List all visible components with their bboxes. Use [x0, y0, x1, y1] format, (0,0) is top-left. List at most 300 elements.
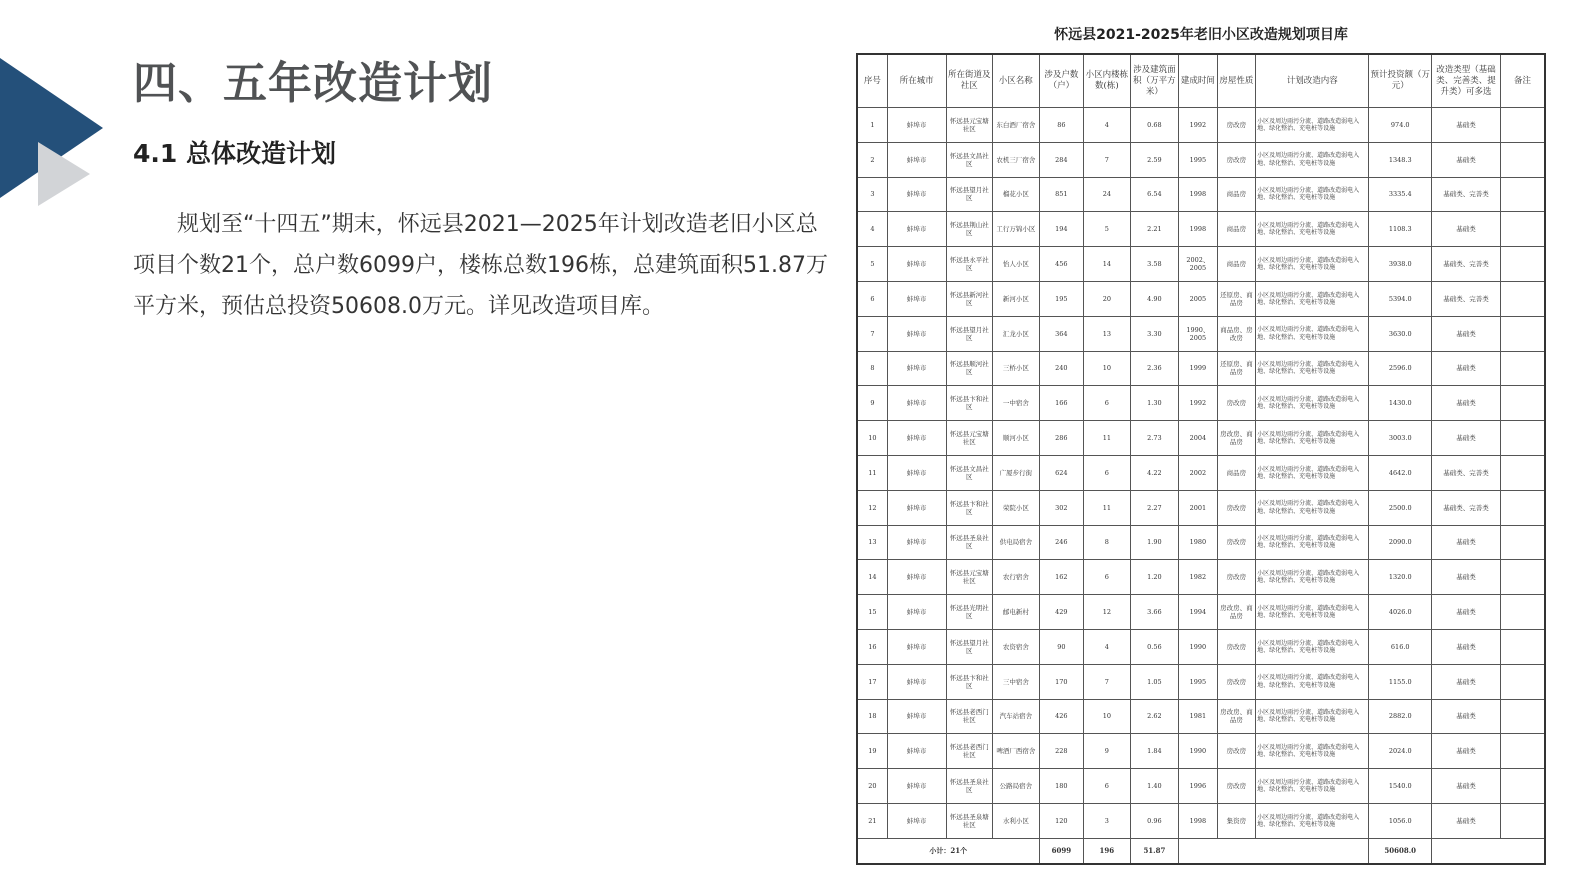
table-cell: 蚌埠市 [887, 664, 946, 699]
table-cell: 1994 [1179, 595, 1217, 630]
table-cell: 怀远县元宝塘社区 [946, 421, 993, 456]
table-cell: 怀远县圣泉塘社区 [946, 803, 993, 838]
table-cell: 基础类 [1432, 595, 1501, 630]
table-cell: 2 [857, 142, 887, 177]
table-cell: 怀远县老西门社区 [946, 699, 993, 734]
table-cell: 624 [1039, 455, 1084, 490]
table-cell: 怀远县元宝塘社区 [946, 108, 993, 143]
table-cell [1500, 108, 1545, 143]
table-cell: 商品房 [1217, 455, 1255, 490]
table-cell: 2001 [1179, 490, 1217, 525]
table-cell: 小区及周边雨污分流、道路改造弱电入地、绿化整治、充电桩等设施 [1256, 281, 1369, 316]
table-cell: 基础类、完善类 [1432, 455, 1501, 490]
table-cell [1500, 769, 1545, 804]
table-row [857, 142, 1545, 177]
table-cell: 小区及周边雨污分流、道路改造弱电入地、绿化整治、充电桩等设施 [1256, 734, 1369, 769]
table-cell: 456 [1039, 247, 1084, 282]
table-cell: 怀远县圣泉社区 [946, 525, 993, 560]
table-cell: 10 [1084, 699, 1131, 734]
table-cell: 1.40 [1130, 769, 1179, 804]
table-cell: 房改房 [1217, 629, 1255, 664]
table-cell: 1990 [1179, 734, 1217, 769]
table-cell: 商品房、房改房 [1217, 316, 1255, 351]
total-label: 小计：21个 [857, 838, 1039, 864]
table-cell: 9 [1084, 734, 1131, 769]
table-cell: 怀远县文昌社区 [946, 455, 993, 490]
table-cell: 房改房、商品房 [1217, 595, 1255, 630]
page-title: 四、五年改造计划 [133, 58, 493, 109]
table-cell: 蚌埠市 [887, 699, 946, 734]
table-cell: 10 [857, 421, 887, 456]
table-cell: 2.21 [1130, 212, 1179, 247]
table-cell: 180 [1039, 769, 1084, 804]
table-cell: 15 [857, 595, 887, 630]
table-row [857, 386, 1545, 421]
table-cell: 616.0 [1369, 629, 1432, 664]
table-cell: 小区及周边雨污分流、道路改造弱电入地、绿化整治、充电桩等设施 [1256, 560, 1369, 595]
table-row [857, 664, 1545, 699]
table-cell: 基础类 [1432, 316, 1501, 351]
table-cell: 3.30 [1130, 316, 1179, 351]
table-cell: 1056.0 [1369, 803, 1432, 838]
table-cell: 14 [857, 560, 887, 595]
table-cell: 基础类 [1432, 664, 1501, 699]
table-cell: 9 [857, 386, 887, 421]
table-cell: 18 [857, 699, 887, 734]
table-cell: 1990、2005 [1179, 316, 1217, 351]
column-header: 序号 [857, 54, 887, 108]
table-cell: 0.96 [1130, 803, 1179, 838]
table-cell: 3630.0 [1369, 316, 1432, 351]
table-cell [1500, 560, 1545, 595]
table-cell: 水利小区 [993, 803, 1040, 838]
table-cell: 小区及周边雨污分流、道路改造弱电入地、绿化整治、充电桩等设施 [1256, 595, 1369, 630]
table-cell: 4026.0 [1369, 595, 1432, 630]
table-cell: 5 [1084, 212, 1131, 247]
table-cell: 小区及周边雨污分流、道路改造弱电入地、绿化整治、充电桩等设施 [1256, 177, 1369, 212]
table-cell: 小区及周边雨污分流、道路改造弱电入地、绿化整治、充电桩等设施 [1256, 108, 1369, 143]
decorative-triangle-grey [38, 142, 90, 206]
table-row [857, 699, 1545, 734]
table-cell: 蚌埠市 [887, 769, 946, 804]
table-cell: 小区及周边雨污分流、道路改造弱电入地、绿化整治、充电桩等设施 [1256, 247, 1369, 282]
table-cell: 供电局宿舍 [993, 525, 1040, 560]
table-cell: 302 [1039, 490, 1084, 525]
table-cell: 2.62 [1130, 699, 1179, 734]
table-cell [1500, 595, 1545, 630]
table-cell: 2.59 [1130, 142, 1179, 177]
table-cell: 怀远县元宝塘社区 [946, 560, 993, 595]
table-cell: 5 [857, 247, 887, 282]
table-cell: 3.66 [1130, 595, 1179, 630]
table-cell: 怀远县望月社区 [946, 177, 993, 212]
table-cell: 19 [857, 734, 887, 769]
table-cell: 17 [857, 664, 887, 699]
table-cell: 12 [1084, 595, 1131, 630]
table-cell: 农资宿舍 [993, 629, 1040, 664]
table-cell: 1992 [1179, 386, 1217, 421]
table-row [857, 247, 1545, 282]
table-cell: 286 [1039, 421, 1084, 456]
table-row [857, 734, 1545, 769]
table-row [857, 177, 1545, 212]
table-cell: 房改房 [1217, 734, 1255, 769]
table-cell: 怀远县老西门社区 [946, 734, 993, 769]
total-empty-cell [1179, 838, 1369, 864]
total-investment: 50608.0 [1369, 838, 1432, 864]
table-cell: 怀远县望月社区 [946, 316, 993, 351]
table-cell: 12 [857, 490, 887, 525]
table-cell: 4.22 [1130, 455, 1179, 490]
table-cell: 基础类 [1432, 386, 1501, 421]
column-header: 改造类型（基础类、完善类、提升类）可多选 [1432, 54, 1501, 108]
table-cell: 工行万锦小区 [993, 212, 1040, 247]
table-row [857, 769, 1545, 804]
table-cell: 1998 [1179, 212, 1217, 247]
table-cell: 蚌埠市 [887, 421, 946, 456]
table-cell: 房改房 [1217, 664, 1255, 699]
column-header: 涉及建筑面积（万平方米） [1130, 54, 1179, 108]
column-header: 计划改造内容 [1256, 54, 1369, 108]
table-cell [1500, 212, 1545, 247]
total-empty-cell [1432, 838, 1545, 864]
section-subtitle: 4.1 总体改造计划 [133, 139, 336, 168]
table-cell: 蚌埠市 [887, 595, 946, 630]
total-area: 51.87 [1130, 838, 1179, 864]
table-cell: 240 [1039, 351, 1084, 386]
table-cell: 房改房 [1217, 386, 1255, 421]
table-row [857, 281, 1545, 316]
table-cell: 房改房 [1217, 769, 1255, 804]
table-cell: 三桥小区 [993, 351, 1040, 386]
table-cell: 小区及周边雨污分流、道路改造弱电入地、绿化整治、充电桩等设施 [1256, 525, 1369, 560]
table-cell: 170 [1039, 664, 1084, 699]
table-cell: 8 [1084, 525, 1131, 560]
table-cell: 2500.0 [1369, 490, 1432, 525]
table-cell: 房改房 [1217, 490, 1255, 525]
table-cell: 1.20 [1130, 560, 1179, 595]
table-cell: 蚌埠市 [887, 142, 946, 177]
table-cell: 21 [857, 803, 887, 838]
table-cell [1500, 386, 1545, 421]
table-cell: 怀远县文昌社区 [946, 142, 993, 177]
table-cell: 小区及周边雨污分流、道路改造弱电入地、绿化整治、充电桩等设施 [1256, 699, 1369, 734]
table-cell: 284 [1039, 142, 1084, 177]
table-cell: 怀远县顺河社区 [946, 351, 993, 386]
column-header: 小区内楼栋数(栋) [1084, 54, 1131, 108]
table-cell [1500, 699, 1545, 734]
table-cell: 1.84 [1130, 734, 1179, 769]
table-row [857, 421, 1545, 456]
table-cell: 228 [1039, 734, 1084, 769]
table-cell [1500, 629, 1545, 664]
table-row [857, 316, 1545, 351]
table-cell: 蚌埠市 [887, 490, 946, 525]
table-cell [1500, 281, 1545, 316]
table-cell: 基础类 [1432, 142, 1501, 177]
table-cell: 1995 [1179, 664, 1217, 699]
table-cell: 商品房 [1217, 212, 1255, 247]
table-cell: 2002、2005 [1179, 247, 1217, 282]
column-header: 所在城市 [887, 54, 946, 108]
table-cell: 东白酒厂宿舍 [993, 108, 1040, 143]
table-cell: 195 [1039, 281, 1084, 316]
table-cell: 6 [1084, 769, 1131, 804]
table-cell: 蚌埠市 [887, 560, 946, 595]
table-cell: 1982 [1179, 560, 1217, 595]
table-cell: 房改房 [1217, 560, 1255, 595]
table-cell: 0.56 [1130, 629, 1179, 664]
table-cell: 1.05 [1130, 664, 1179, 699]
table-cell: 1108.3 [1369, 212, 1432, 247]
table-cell [1500, 664, 1545, 699]
table-cell: 2882.0 [1369, 699, 1432, 734]
table-cell: 7 [1084, 142, 1131, 177]
table-cell: 房改房 [1217, 142, 1255, 177]
table-cell: 榴花小区 [993, 177, 1040, 212]
table-cell: 246 [1039, 525, 1084, 560]
table-cell: 邮电新村 [993, 595, 1040, 630]
table-cell: 怀远县望月社区 [946, 629, 993, 664]
table-cell: 蚌埠市 [887, 212, 946, 247]
table-cell: 怡人小区 [993, 247, 1040, 282]
table-cell: 蚌埠市 [887, 281, 946, 316]
table-cell: 1.90 [1130, 525, 1179, 560]
table-cell: 基础类、完善类 [1432, 177, 1501, 212]
table-cell: 2005 [1179, 281, 1217, 316]
table-row [857, 108, 1545, 143]
table-cell: 基础类 [1432, 108, 1501, 143]
table-cell: 基础类 [1432, 525, 1501, 560]
table-cell: 怀远县卞和社区 [946, 490, 993, 525]
table-cell: 商品房 [1217, 247, 1255, 282]
table-cell: 怀远县永平社区 [946, 247, 993, 282]
table-cell: 2.73 [1130, 421, 1179, 456]
table-row [857, 803, 1545, 838]
table-cell: 基础类 [1432, 699, 1501, 734]
table-cell: 蚌埠市 [887, 525, 946, 560]
table-cell [1500, 734, 1545, 769]
table-cell [1500, 455, 1545, 490]
table-cell: 20 [1084, 281, 1131, 316]
table-cell: 公路局宿舍 [993, 769, 1040, 804]
table-cell [1500, 351, 1545, 386]
table-cell [1500, 316, 1545, 351]
table-cell: 429 [1039, 595, 1084, 630]
table-cell: 2.27 [1130, 490, 1179, 525]
table-cell: 1995 [1179, 142, 1217, 177]
table-cell: 小区及周边雨污分流、道路改造弱电入地、绿化整治、充电桩等设施 [1256, 142, 1369, 177]
table-row [857, 629, 1545, 664]
table-cell: 3003.0 [1369, 421, 1432, 456]
table-cell: 房改房 [1217, 525, 1255, 560]
table-cell: 13 [1084, 316, 1131, 351]
table-cell: 11 [1084, 490, 1131, 525]
table-cell: 汽车站宿舍 [993, 699, 1040, 734]
table-cell [1500, 142, 1545, 177]
table-cell: 2002 [1179, 455, 1217, 490]
table-cell: 怀远县卞和社区 [946, 664, 993, 699]
total-buildings: 196 [1084, 838, 1131, 864]
table-body [857, 108, 1545, 864]
table-row [857, 212, 1545, 247]
table-cell: 小区及周边雨污分流、道路改造弱电入地、绿化整治、充电桩等设施 [1256, 490, 1369, 525]
table-cell: 6 [857, 281, 887, 316]
table-row [857, 560, 1545, 595]
table-cell: 20 [857, 769, 887, 804]
column-header: 预计投资额（万元） [1369, 54, 1432, 108]
table-cell: 蚌埠市 [887, 316, 946, 351]
column-header: 建成时间 [1179, 54, 1217, 108]
table-cell: 3335.4 [1369, 177, 1432, 212]
table-cell: 蚌埠市 [887, 734, 946, 769]
column-header: 所在街道及社区 [946, 54, 993, 108]
table-cell: 怀远县圣泉社区 [946, 769, 993, 804]
table-cell: 2024.0 [1369, 734, 1432, 769]
table-cell: 蚌埠市 [887, 108, 946, 143]
table-cell [1500, 177, 1545, 212]
table-row [857, 490, 1545, 525]
table-cell: 农机三厂宿舍 [993, 142, 1040, 177]
table-cell: 一中宿舍 [993, 386, 1040, 421]
table-header-row [857, 54, 1545, 108]
table-cell: 怀远县荆山社区 [946, 212, 993, 247]
table-cell: 1992 [1179, 108, 1217, 143]
table-cell: 2.36 [1130, 351, 1179, 386]
table-cell: 364 [1039, 316, 1084, 351]
table-cell: 蚌埠市 [887, 803, 946, 838]
table-cell: 1981 [1179, 699, 1217, 734]
table-cell: 2004 [1179, 421, 1217, 456]
table-cell: 怀远县新河社区 [946, 281, 993, 316]
table-cell: 6 [1084, 560, 1131, 595]
table-row [857, 351, 1545, 386]
table-cell: 6 [1084, 386, 1131, 421]
column-header: 小区名称 [993, 54, 1040, 108]
table-cell [1500, 525, 1545, 560]
table-cell: 1998 [1179, 803, 1217, 838]
table-cell: 基础类 [1432, 803, 1501, 838]
table-cell: 基础类、完善类 [1432, 247, 1501, 282]
table-cell [1500, 421, 1545, 456]
table-cell: 基础类 [1432, 769, 1501, 804]
table-cell: 4 [1084, 629, 1131, 664]
table-cell: 三中宿舍 [993, 664, 1040, 699]
table-row [857, 525, 1545, 560]
table-cell: 基础类、完善类 [1432, 281, 1501, 316]
table-cell: 还原房、商品房 [1217, 351, 1255, 386]
table-cell: 1320.0 [1369, 560, 1432, 595]
table-cell: 3 [1084, 803, 1131, 838]
table-cell: 6 [1084, 455, 1131, 490]
column-header: 备注 [1500, 54, 1545, 108]
table-cell: 120 [1039, 803, 1084, 838]
total-households: 6099 [1039, 838, 1084, 864]
table-cell: 1.30 [1130, 386, 1179, 421]
table-cell: 小区及周边雨污分流、道路改造弱电入地、绿化整治、充电桩等设施 [1256, 351, 1369, 386]
table-cell: 小区及周边雨污分流、道路改造弱电入地、绿化整治、充电桩等设施 [1256, 316, 1369, 351]
table-cell: 13 [857, 525, 887, 560]
table-cell: 1155.0 [1369, 664, 1432, 699]
table-cell: 怀远县卞和社区 [946, 386, 993, 421]
table-cell: 7 [1084, 664, 1131, 699]
table-cell: 小区及周边雨污分流、道路改造弱电入地、绿化整治、充电桩等设施 [1256, 664, 1369, 699]
table-cell [1500, 803, 1545, 838]
table-cell: 房改房 [1217, 108, 1255, 143]
table-cell: 974.0 [1369, 108, 1432, 143]
table-cell: 还原房、商品房 [1217, 281, 1255, 316]
table-cell: 851 [1039, 177, 1084, 212]
table-total-row [857, 838, 1545, 864]
summary-paragraph: 规划至“十四五”期末，怀远县2021—2025年计划改造老旧小区总项目个数21个，总户数6099户，楼栋总数196栋，总建筑面积51.87万平方米，预估总投资50608.0万元。详见改造项目库。 [133, 212, 828, 319]
table-cell: 顺河小区 [993, 421, 1040, 456]
table-cell: 蚌埠市 [887, 629, 946, 664]
table-cell: 啤酒厂西宿舍 [993, 734, 1040, 769]
table-cell: 162 [1039, 560, 1084, 595]
table-cell: 荣院小区 [993, 490, 1040, 525]
table-cell: 基础类 [1432, 421, 1501, 456]
table-cell: 基础类 [1432, 351, 1501, 386]
table-row [857, 595, 1545, 630]
table-cell: 基础类 [1432, 560, 1501, 595]
table-cell: 10 [1084, 351, 1131, 386]
table-cell: 广厦步行街 [993, 455, 1040, 490]
table-cell: 集资房 [1217, 803, 1255, 838]
table-cell: 基础类 [1432, 629, 1501, 664]
table-cell: 1430.0 [1369, 386, 1432, 421]
table-cell: 4 [1084, 108, 1131, 143]
table-cell: 5394.0 [1369, 281, 1432, 316]
table-cell: 小区及周边雨污分流、道路改造弱电入地、绿化整治、充电桩等设施 [1256, 629, 1369, 664]
table-cell: 16 [857, 629, 887, 664]
table-cell: 194 [1039, 212, 1084, 247]
table-cell: 1348.3 [1369, 142, 1432, 177]
table-cell: 房改房、商品房 [1217, 421, 1255, 456]
table-cell: 4 [857, 212, 887, 247]
table-cell: 6.54 [1130, 177, 1179, 212]
table-cell: 11 [1084, 421, 1131, 456]
table-cell: 3.58 [1130, 247, 1179, 282]
table-cell: 3 [857, 177, 887, 212]
table-cell: 1540.0 [1369, 769, 1432, 804]
table-cell: 4.90 [1130, 281, 1179, 316]
table-cell: 1990 [1179, 629, 1217, 664]
table-cell: 蚌埠市 [887, 455, 946, 490]
table-cell: 基础类 [1432, 212, 1501, 247]
table-cell: 86 [1039, 108, 1084, 143]
summary-text-block [133, 204, 833, 327]
table-cell: 怀远县光明社区 [946, 595, 993, 630]
table-cell: 新河小区 [993, 281, 1040, 316]
table-cell [1500, 490, 1545, 525]
table-cell: 蚌埠市 [887, 386, 946, 421]
project-table [856, 53, 1546, 865]
table-cell: 房改房、商品房 [1217, 699, 1255, 734]
table-cell: 小区及周边雨污分流、道路改造弱电入地、绿化整治、充电桩等设施 [1256, 212, 1369, 247]
table-cell: 小区及周边雨污分流、道路改造弱电入地、绿化整治、充电桩等设施 [1256, 803, 1369, 838]
table-cell: 7 [857, 316, 887, 351]
column-header: 涉及户数（户） [1039, 54, 1084, 108]
table-cell [1500, 247, 1545, 282]
table-cell: 426 [1039, 699, 1084, 734]
table-cell: 14 [1084, 247, 1131, 282]
table-cell: 3938.0 [1369, 247, 1432, 282]
table-cell: 蚌埠市 [887, 247, 946, 282]
table-cell: 1 [857, 108, 887, 143]
table-cell: 小区及周边雨污分流、道路改造弱电入地、绿化整治、充电桩等设施 [1256, 769, 1369, 804]
table-cell: 小区及周边雨污分流、道路改造弱电入地、绿化整治、充电桩等设施 [1256, 421, 1369, 456]
table-cell: 1998 [1179, 177, 1217, 212]
